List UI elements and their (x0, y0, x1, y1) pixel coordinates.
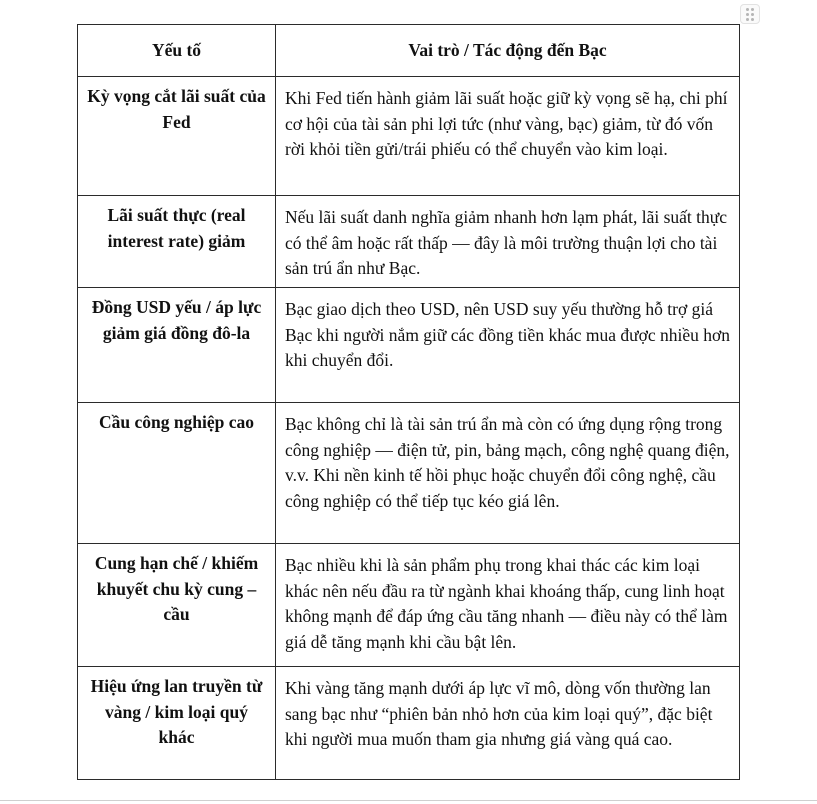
handle-dot (751, 8, 754, 11)
factor-cell: Lãi suất thực (real interest rate) giảm (78, 196, 276, 288)
factor-cell: Cung hạn chế / khiếm khuyết chu kỳ cung – cầu (78, 544, 276, 667)
table-row (78, 403, 740, 544)
table-header-row (78, 25, 740, 77)
role-cell: Bạc nhiều khi là sản phẩm phụ trong khai thác các kim loại khác nên nếu đầu ra từ ngành khai khoáng thấp, cung linh hoạt không mạnh để đáp ứng cầu tăng nhanh — điều này có thể làm giá dễ tăng mạnh khi cầu bật lên. (276, 544, 740, 667)
role-cell: Khi Fed tiến hành giảm lãi suất hoặc giữ kỳ vọng sẽ hạ, chi phí cơ hội của tài sản phi lợi tức (như vàng, bạc) giảm, từ đó vốn rời khỏi tiền gửi/trái phiếu có thể chuyển vào kim loại. (276, 77, 740, 196)
handle-dot (746, 8, 749, 11)
header-factor: Yếu tố (78, 25, 276, 77)
factor-cell: Kỳ vọng cắt lãi suất của Fed (78, 77, 276, 196)
handle-dot (751, 18, 754, 21)
page-divider (0, 800, 817, 801)
factors-table (77, 24, 740, 780)
table-row (78, 288, 740, 403)
table-row (78, 544, 740, 667)
table-row (78, 196, 740, 288)
factor-cell: Cầu công nghiệp cao (78, 403, 276, 544)
handle-dot (746, 13, 749, 16)
role-cell: Nếu lãi suất danh nghĩa giảm nhanh hơn lạm phát, lãi suất thực có thể âm hoặc rất thấp — đây là môi trường thuận lợi cho tài sản trú ẩn như Bạc. (276, 196, 740, 288)
factor-cell: Đồng USD yếu / áp lực giảm giá đồng đô-la (78, 288, 276, 403)
header-role: Vai trò / Tác động đến Bạc (276, 25, 740, 77)
table-drag-handle-icon[interactable] (740, 4, 760, 24)
factor-cell: Hiệu ứng lan truyền từ vàng / kim loại quý khác (78, 667, 276, 780)
table-row (78, 667, 740, 780)
role-cell: Khi vàng tăng mạnh dưới áp lực vĩ mô, dòng vốn thường lan sang bạc như “phiên bản nhỏ hơn của kim loại quý”, đặc biệt khi người mua muốn tham gia nhưng giá vàng quá cao. (276, 667, 740, 780)
role-cell: Bạc giao dịch theo USD, nên USD suy yếu thường hỗ trợ giá Bạc khi người nắm giữ các đồng tiền khác mua được nhiều hơn khi chuyển đổi. (276, 288, 740, 403)
role-cell: Bạc không chỉ là tài sản trú ẩn mà còn có ứng dụng rộng trong công nghiệp — điện tử, pin, bảng mạch, công nghệ quang điện, v.v. Khi nền kinh tế hồi phục hoặc chuyển đổi công nghệ, cầu công nghiệp có thể tiếp tục kéo giá lên. (276, 403, 740, 544)
handle-dot (746, 18, 749, 21)
handle-dot (751, 13, 754, 16)
table-row (78, 77, 740, 196)
